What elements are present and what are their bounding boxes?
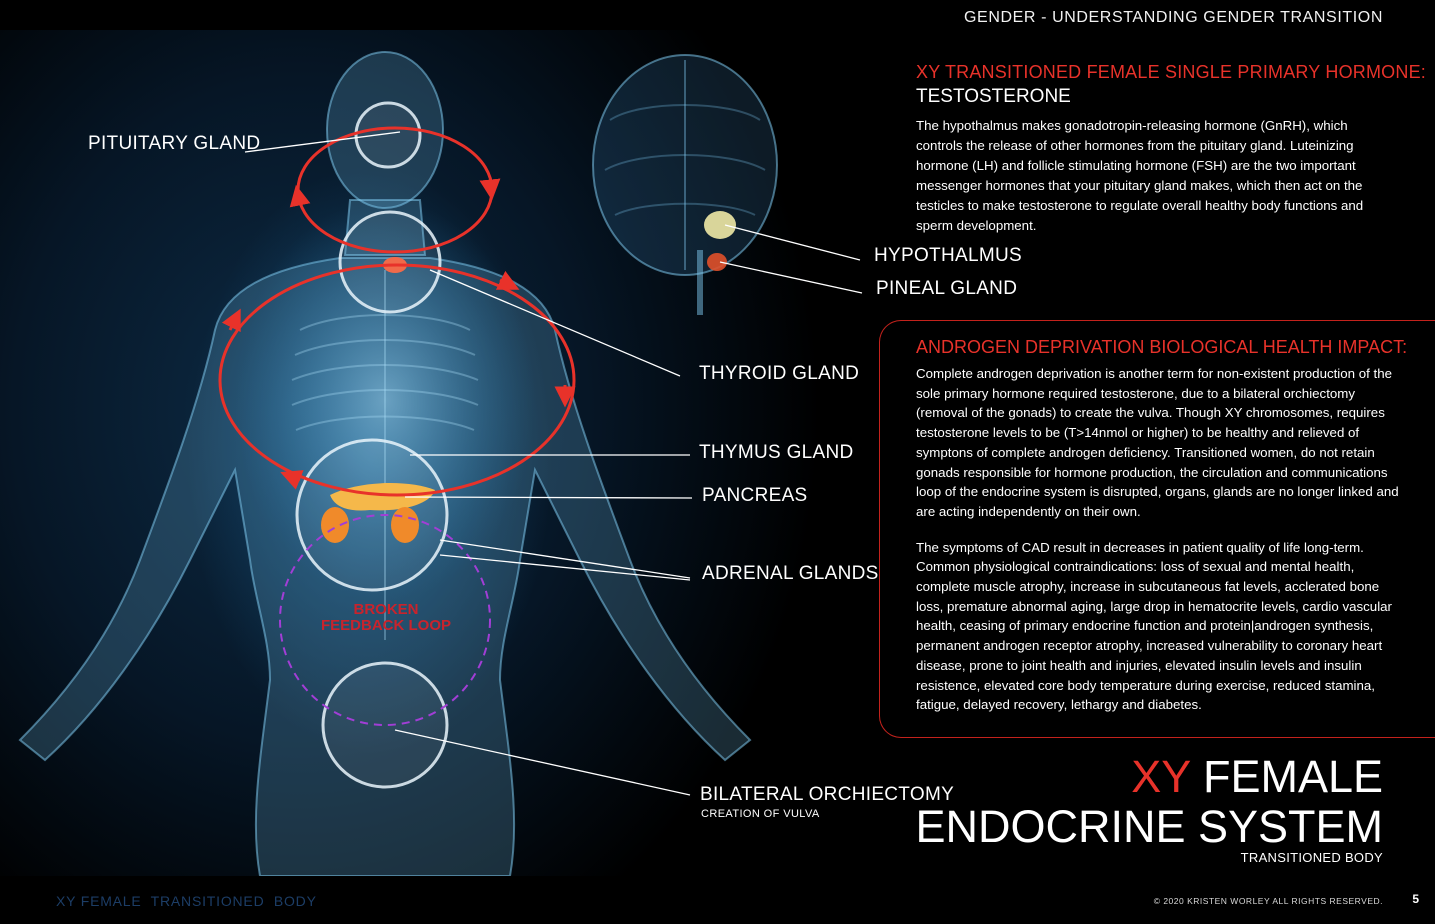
label-hypothalmus: HYPOTHALMUS [874,245,1022,266]
label-thymus-gland: THYMUS GLAND [699,442,854,463]
adrenal-organ-right [391,507,419,543]
title-line1 [915,752,1383,802]
title-xy: XY [1131,751,1191,802]
impact-paragraph-2: The symptoms of CAD result in decreases in patient quality of life long-term. Common physiological contraindications: loss of sexual and mental health, complete muscle atrophy, increase in subcutaneous fat levels, acclerated bone loss, premature abnormal aging, large drop in hematocrite levels, cardio vascular health, ceasing of primary endocrine function and protein|androgen synthesis, permanent androgen receptor atrophy, increased vulnerability to coronary heart disease, prone to joint health and injuries, elevated insulin levels and insulin resistence, elevated core body temperature during exercise, reduced stamina, fatigue, delayed recovery, lethargy and diabetes. [916,539,1392,713]
adrenal-organ-left [321,507,349,543]
pituitary-circle [356,103,420,167]
section1-heading: XY TRANSITIONED FEMALE SINGLE PRIMARY HORMONE: [916,62,1426,82]
title-line2: ENDOCRINE SYSTEM [915,801,1383,852]
label-thyroid-gland: THYROID GLAND [699,363,860,384]
broken-feedback-loop-label [306,602,466,634]
section1-subheading: TESTOSTERONE [916,86,1071,107]
broken-line2: FEEDBACK LOOP [320,617,451,634]
label-pineal-gland: PINEAL GLAND [876,278,1018,299]
footer-left-text: XY FEMALE TRANSITIONED BODY [56,893,317,909]
label-creation-of-vulva: CREATION OF VULVA [701,808,820,820]
label-pancreas: PANCREAS [702,485,808,506]
title-subtitle: TRANSITIONED BODY [1240,850,1383,865]
page-number: 5 [1412,892,1419,906]
brain-illustration [593,55,777,315]
broken-line1: BROKEN [353,601,419,618]
label-adrenal-glands: ADRENAL GLANDS [702,563,879,584]
hypothalmus-marker [704,211,736,239]
impact-body [916,364,1406,731]
main-title [915,752,1383,852]
footer-copyright: © 2020 KRISTEN WORLEY ALL RIGHTS RESERVED. [1153,896,1383,906]
title-female: FEMALE [1202,751,1383,802]
impact-heading: ANDROGEN DEPRIVATION BIOLOGICAL HEALTH IMPACT: [916,337,1408,357]
pineal-marker [707,253,727,271]
section1-body: The hypothalmus makes gonadotropin-releasing hormone (GnRH), which controls the release of other hormones from the pituitary gland. Luteinizing hormone (LH) and follicle stimulating hormone (FSH) are the two important messenger hormones that your pituitary gland makes, which then act on the testicles to make testosterone to regulate overall healthy body functions and sperm development. [916,118,1364,233]
label-pituitary-gland: PITUITARY GLAND [88,133,261,154]
label-bilateral-orchiectomy: BILATERAL ORCHIECTOMY [700,784,955,805]
orchiectomy-circle [323,663,447,787]
header-title: GENDER - UNDERSTANDING GENDER TRANSITION [964,9,1383,26]
impact-paragraph-1: Complete androgen deprivation is another term for non-existent production of the sole primary hormone required testosterone, due to a bilateral orchiectomy (removal of the gonads) to create the vulva. Though XY chromosomes, requires testosterone levels to be (T>14nmol or higher) to be healthy and relieved of symptons of complete androgen deficiency. Transitioned women, do not retain gonads responsible for hormone production, the circulation and communications loop of the endocrine system is disrupted, organs, glands are no longer linked and are acting independently on their own. [916,366,1399,519]
